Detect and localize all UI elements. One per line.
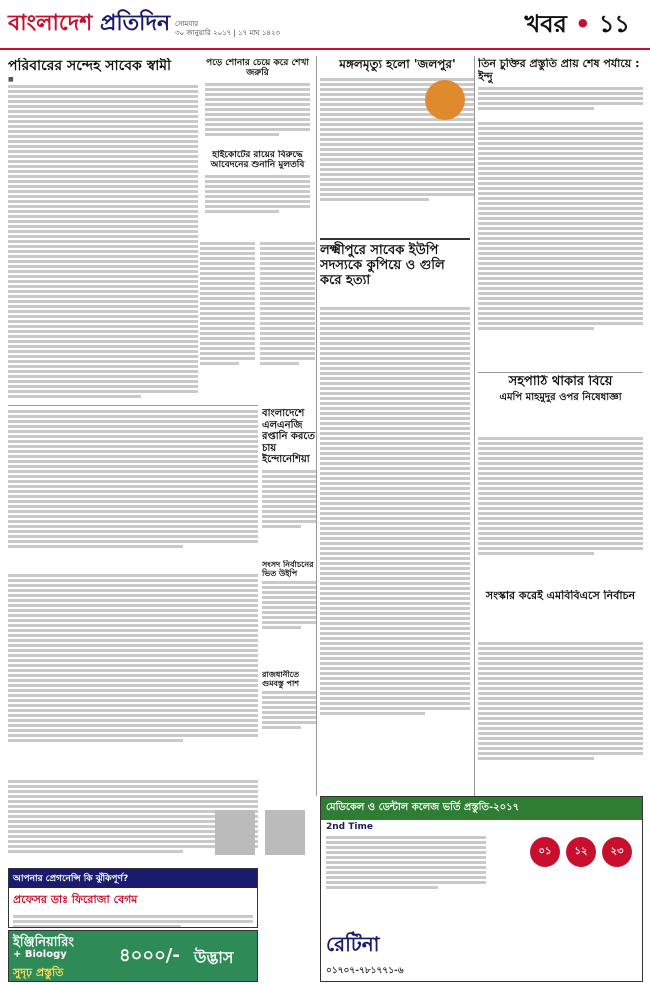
headline: মঙ্গলমৃত্যু হলো 'জলপুর'	[339, 58, 456, 71]
headline: বাংলাদেশে এলএনজি রপ্তানি করতে চায় ইন্দোনেশিয়া	[262, 408, 315, 465]
logo-emblem	[425, 80, 465, 120]
ad-brand: উদ্ভাস	[194, 948, 234, 967]
weekday: সোমবার	[175, 20, 199, 28]
story-1c	[8, 572, 258, 772]
story-6	[205, 150, 310, 230]
date: ৩০ জানুয়ারি ২০১৭ | ১৭ মাঘ ১৪২৩	[175, 29, 281, 37]
ad-price: ৪০০০/-	[119, 945, 180, 966]
body-text	[260, 242, 315, 365]
headline: সংসদ নির্বাচনের ভিত উইপি	[262, 560, 314, 579]
headline: পরিবারের সন্দেহ সাবেক স্বামী	[8, 58, 172, 74]
row-divider	[8, 405, 258, 406]
portrait-photo-2	[265, 810, 305, 855]
newspaper-name-part-2: প্রতিদিন	[92, 11, 171, 36]
column-divider	[316, 56, 317, 796]
separator-dot: •	[575, 10, 591, 38]
body-text	[320, 307, 470, 715]
story-9	[262, 560, 317, 670]
headline: পড়ে শোনার চেয়ে করে শেখা জরুরি	[206, 58, 309, 79]
ad-medical[interactable]	[320, 796, 643, 982]
story-4-body	[478, 120, 643, 370]
body-text	[8, 574, 258, 742]
story-11	[478, 375, 643, 430]
newspaper-name	[8, 6, 170, 43]
story-2	[205, 58, 310, 148]
row-divider	[478, 372, 643, 373]
ad-date-badges	[530, 837, 632, 867]
story-2b	[200, 240, 255, 400]
story-11-body	[478, 435, 643, 585]
ad-title: মেডিকেল ও ডেন্টাল কলেজ ভর্তি প্রস্তুতি-২০১৭	[321, 797, 642, 820]
newspaper-name-part-1: বাংলাদেশ	[8, 11, 93, 36]
story-1	[8, 58, 198, 403]
headline: লক্ষ্মীপুরে সাবেক ইউপি সদস্যকে কুপিয়ে ও গুলি করে হত্যা	[320, 243, 445, 288]
story-8	[262, 408, 317, 558]
body-text	[478, 437, 643, 555]
date-badge: ০১	[530, 837, 560, 867]
body-text	[478, 642, 643, 760]
ad-title: আপনার প্রেগনেন্সি কি ঝুঁকিপূর্ণ?	[9, 869, 257, 888]
photo-pair	[210, 805, 315, 865]
ad-line-3: সুদৃঢ় প্রস্তুতি	[13, 966, 64, 979]
subheadline: এমপি মাহমুদুর ওপর নিষেধাজ্ঞা	[499, 391, 622, 403]
body-text	[262, 581, 317, 629]
ad-phone: ০১৭০৭-৭৮১৭৭১-৬	[326, 966, 404, 976]
story-10	[262, 670, 317, 770]
story-1b	[8, 408, 258, 568]
story-4	[478, 58, 643, 118]
ad-doctor-name: প্রফেসর ডাঃ ফিরোজা বেগম	[13, 893, 138, 906]
story-2c	[260, 240, 315, 400]
headline: সংস্কার করেই এমবিবিএসে নির্বাচন	[485, 590, 636, 602]
ad-engineering[interactable]	[8, 930, 258, 982]
section-name: খবর	[524, 10, 567, 38]
headline: তিন চুক্তির প্রস্তুতি প্রায় শেষ পর্যায়ে : ইন্দু	[478, 58, 640, 83]
masthead	[0, 0, 650, 50]
headline: সহপাঠি থাকার বিয়ে	[508, 375, 613, 389]
story-13-body	[478, 640, 643, 790]
body-text	[262, 470, 317, 528]
ad-body	[321, 836, 491, 889]
story-7	[320, 238, 470, 298]
ad-tagline: 2nd Time	[326, 822, 373, 832]
column-divider	[474, 56, 475, 796]
story-7-body	[320, 305, 470, 785]
body-text	[8, 410, 258, 548]
body-text	[262, 691, 317, 729]
ad-body	[9, 915, 257, 928]
body-text	[478, 122, 643, 330]
page-number: ১১	[598, 10, 630, 38]
date-badge: ২৩	[602, 837, 632, 867]
body-text	[8, 85, 198, 398]
body-text	[478, 87, 643, 110]
headline: হাইকোর্টের রায়ের বিরুদ্ধে আবেদনের শুনানি মুলতবি	[210, 150, 305, 171]
ad-brand: রেটিনা	[326, 932, 380, 956]
portrait-photo-1	[215, 810, 255, 855]
body-text	[205, 83, 310, 136]
ad-doctor[interactable]	[8, 868, 258, 928]
body-text	[200, 242, 255, 365]
ad-line-2: + Biology	[13, 949, 67, 960]
body-text	[205, 175, 310, 213]
date-badge: ১২	[566, 837, 596, 867]
dateline	[175, 20, 280, 38]
headline: রাজধানীতে গুমবস্তু পাশ	[262, 670, 300, 689]
ad-line-1: ইঞ্জিনিয়ারিং	[13, 935, 74, 950]
page-label	[524, 6, 630, 46]
byline: ■	[8, 76, 14, 84]
